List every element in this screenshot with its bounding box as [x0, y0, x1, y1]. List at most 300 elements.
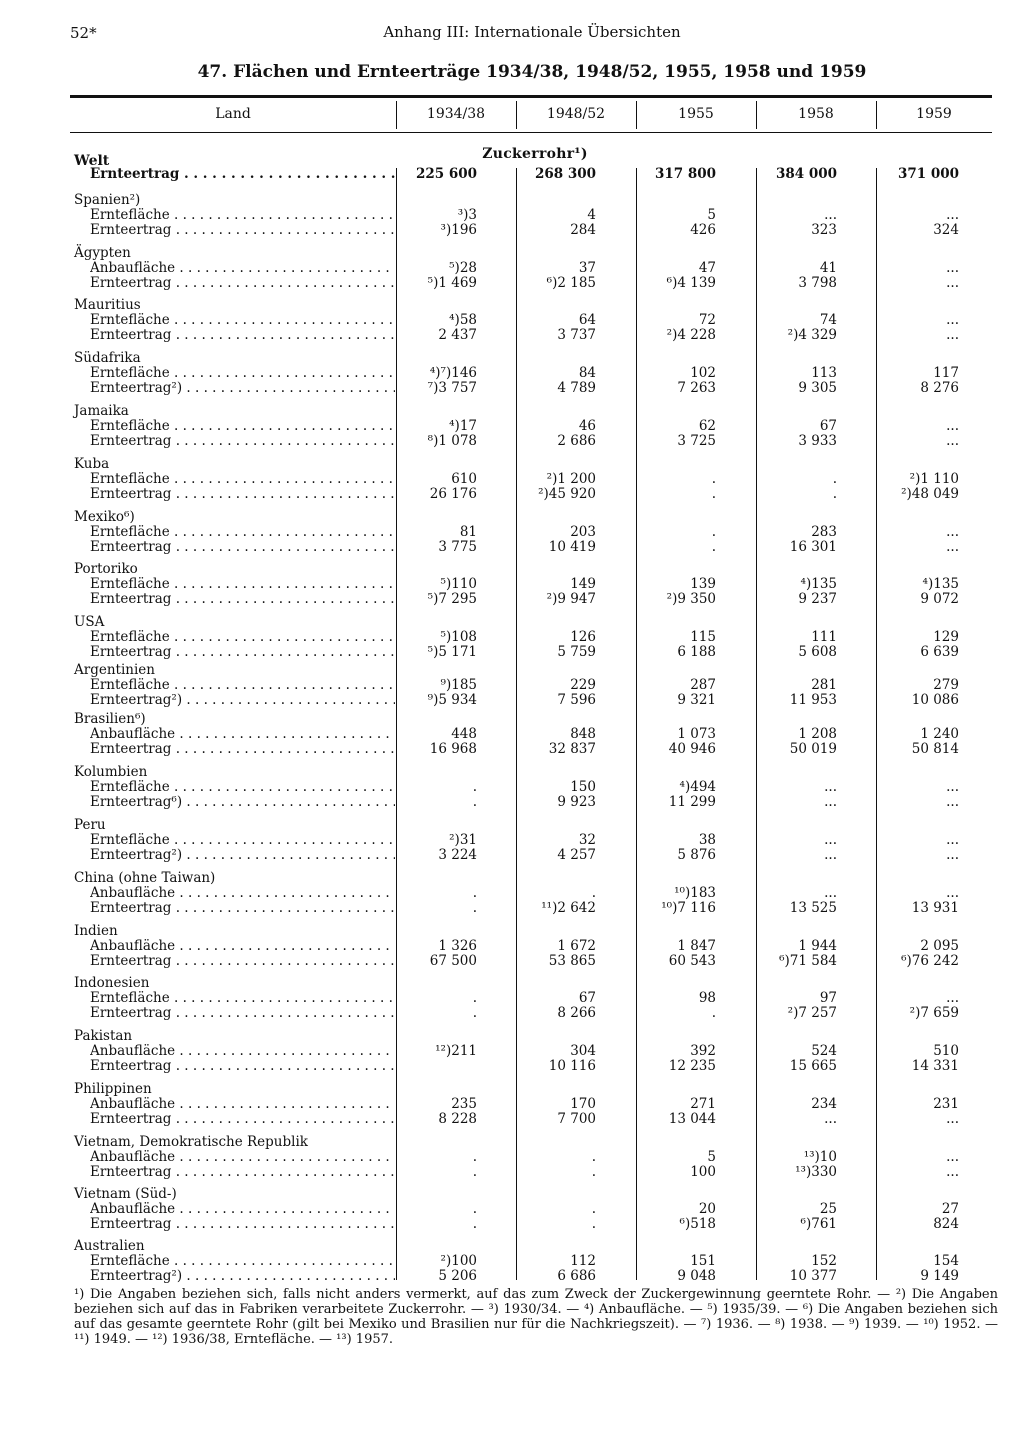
- table-cell: 610: [451, 471, 477, 487]
- table-row: [74, 208, 974, 223]
- table-cell: 235: [451, 1096, 477, 1112]
- table-cell: ⁶)4 139: [666, 275, 716, 291]
- table-cell: 149: [570, 576, 596, 592]
- header-divider: [516, 101, 517, 129]
- table-cell: 15 665: [789, 1058, 837, 1074]
- table-cell: 7 700: [557, 1111, 596, 1127]
- table-cell: 234: [811, 1096, 837, 1112]
- header-divider: [636, 101, 637, 129]
- table-cell: 11 953: [789, 692, 837, 708]
- row-label: Erntefläche . . .: [90, 678, 395, 693]
- table-row: [74, 434, 974, 449]
- table-cell: ¹³)10: [803, 1149, 837, 1165]
- table-cell: ⁴)58: [449, 312, 477, 328]
- table-top-rule: [70, 95, 992, 98]
- table-cell: 72: [698, 312, 716, 328]
- table-cell: ⁴)⁷)146: [429, 365, 477, 381]
- table-cell: ¹⁰)7 116: [661, 900, 716, 916]
- table-cell: 81: [459, 524, 477, 540]
- table-row: [74, 167, 974, 182]
- table-cell: ⁵)28: [449, 260, 477, 276]
- table-cell: 1 240: [920, 726, 959, 742]
- table-cell: 8 266: [557, 1005, 596, 1021]
- table-cell: .: [711, 486, 716, 502]
- column-header-1955: 1955: [678, 106, 714, 122]
- row-label: Ernteertrag . . .: [90, 540, 395, 555]
- table-cell: ...: [946, 275, 959, 291]
- table-cell: 848: [570, 726, 596, 742]
- table-cell: 6 188: [677, 644, 716, 660]
- table-row: [74, 487, 974, 502]
- table-cell: 1 208: [798, 726, 837, 742]
- table-cell: 151: [690, 1253, 716, 1269]
- table-cell: 64: [578, 312, 596, 328]
- table-cell: 112: [570, 1253, 596, 1269]
- table-cell: 27: [941, 1201, 959, 1217]
- row-label: Ernteertrag . . .: [90, 1006, 395, 1021]
- table-cell: .: [711, 1005, 716, 1021]
- table-cell: ⁹)5 934: [427, 692, 477, 708]
- row-label: Erntefläche . . .: [90, 577, 395, 592]
- table-cell: 170: [570, 1096, 596, 1112]
- country-name: Indonesien: [74, 975, 150, 991]
- table-cell: ²)9 947: [546, 591, 596, 607]
- table-row: [74, 381, 974, 396]
- table-cell: ²)1 200: [546, 471, 596, 487]
- row-label: Erntefläche . . .: [90, 780, 395, 795]
- table-row: [74, 525, 974, 540]
- table-cell: 225 600: [415, 166, 477, 182]
- table-cell: 279: [933, 677, 959, 693]
- table-cell: 448: [451, 726, 477, 742]
- table-title: 47. Flächen und Ernteerträge 1934/38, 1948/52, 1955, 1958 und 1959: [197, 62, 867, 82]
- row-label: Anbaufläche . . .: [90, 727, 395, 742]
- table-cell: ...: [946, 885, 959, 901]
- column-header-1958: 1958: [798, 106, 834, 122]
- country-name: Peru: [74, 817, 106, 833]
- table-cell: .: [591, 1164, 596, 1180]
- table-cell: 392: [690, 1043, 716, 1059]
- table-cell: 74: [819, 312, 837, 328]
- table-cell: 10 377: [789, 1268, 837, 1284]
- table-cell: .: [472, 1164, 477, 1180]
- table-row: [74, 1006, 974, 1021]
- column-header-1934-38: 1934/38: [426, 106, 486, 122]
- table-cell: 5: [707, 1149, 716, 1165]
- table-row: [74, 991, 974, 1006]
- table-row: [74, 328, 974, 343]
- table-cell: ⁵)7 295: [427, 591, 477, 607]
- table-cell: ²)7 257: [787, 1005, 837, 1021]
- table-cell: 38: [698, 832, 716, 848]
- row-label: Ernteertrag . . .: [90, 742, 395, 757]
- table-cell: 2 095: [920, 938, 959, 954]
- table-cell: 25: [819, 1201, 837, 1217]
- table-cell: 67 500: [429, 953, 477, 969]
- table-row: [74, 1202, 974, 1217]
- table-cell: 102: [690, 365, 716, 381]
- row-label: Erntefläche . . .: [90, 991, 395, 1006]
- table-cell: 10 419: [548, 539, 596, 555]
- table-cell: ²)48 049: [901, 486, 959, 502]
- table-cell: ...: [946, 794, 959, 810]
- table-cell: ...: [946, 327, 959, 343]
- table-cell: 14 331: [911, 1058, 959, 1074]
- table-cell: ...: [946, 260, 959, 276]
- table-row: [74, 780, 974, 795]
- table-cell: 426: [690, 222, 716, 238]
- table-cell: ...: [946, 779, 959, 795]
- table-cell: ...: [946, 1164, 959, 1180]
- table-cell: ¹⁰)183: [674, 885, 716, 901]
- table-row: [74, 727, 974, 742]
- table-row: [74, 954, 974, 969]
- table-cell: ⁶)518: [679, 1216, 716, 1232]
- table-cell: .: [832, 486, 837, 502]
- table-cell: ...: [946, 847, 959, 863]
- table-cell: 9 048: [677, 1268, 716, 1284]
- row-label: Erntefläche . . .: [90, 525, 395, 540]
- row-label: Ernteertrag²) . . .: [90, 1269, 395, 1284]
- country-name: Brasilien⁶): [74, 711, 146, 727]
- table-cell: 3 737: [557, 327, 596, 343]
- country-name: Indien: [74, 923, 118, 939]
- table-cell: ³)196: [440, 222, 477, 238]
- table-cell: 47: [698, 260, 716, 276]
- row-label: Ernteertrag . . .: [90, 434, 395, 449]
- page-number: 52*: [70, 24, 97, 42]
- table-cell: .: [591, 1201, 596, 1217]
- table-row: [74, 742, 974, 757]
- table-cell: 10 086: [911, 692, 959, 708]
- row-label: Ernteertrag . . .: [90, 1059, 395, 1074]
- table-cell: 271: [690, 1096, 716, 1112]
- table-row: [74, 223, 974, 238]
- table-cell: 231: [933, 1096, 959, 1112]
- table-cell: 41: [819, 260, 837, 276]
- table-cell: 11 299: [668, 794, 716, 810]
- table-cell: 84: [578, 365, 596, 381]
- table-cell: 98: [698, 990, 716, 1006]
- table-row: [74, 901, 974, 916]
- table-cell: 510: [933, 1043, 959, 1059]
- table-cell: 40 946: [668, 741, 716, 757]
- table-cell: 281: [811, 677, 837, 693]
- table-cell: ...: [824, 832, 837, 848]
- country-name: Jamaika: [74, 403, 129, 419]
- table-cell: ...: [946, 539, 959, 555]
- country-name: Argentinien: [74, 662, 155, 678]
- table-cell: 1 073: [677, 726, 716, 742]
- table-cell: 111: [811, 629, 837, 645]
- table-cell: .: [472, 1201, 477, 1217]
- table-cell: 3 775: [438, 539, 477, 555]
- table-cell: ⁵)1 469: [427, 275, 477, 291]
- table-cell: 126: [570, 629, 596, 645]
- country-name: Vietnam (Süd-): [74, 1186, 177, 1202]
- running-header: Anhang III: Internationale Übersichten: [383, 23, 681, 41]
- table-cell: ²)9 350: [666, 591, 716, 607]
- table-cell: 12 235: [668, 1058, 716, 1074]
- section-title: Zuckerrohr¹): [482, 146, 588, 162]
- row-label: Ernteertrag . . .: [90, 901, 395, 916]
- row-label: Ernteertrag . . .: [90, 1112, 395, 1127]
- table-cell: 8 276: [920, 380, 959, 396]
- table-cell: .: [472, 1005, 477, 1021]
- table-cell: 50 019: [789, 741, 837, 757]
- row-label: Anbaufläche . . .: [90, 1097, 395, 1112]
- table-cell: ¹¹)2 642: [541, 900, 596, 916]
- table-row: [74, 1217, 974, 1232]
- table-row: [74, 1150, 974, 1165]
- row-label: Erntefläche . . .: [90, 366, 395, 381]
- table-cell: 824: [933, 1216, 959, 1232]
- table-row: [74, 313, 974, 328]
- table-cell: ...: [824, 847, 837, 863]
- table-cell: 4 257: [557, 847, 596, 863]
- country-name: Südafrika: [74, 350, 141, 366]
- table-cell: 324: [933, 222, 959, 238]
- table-cell: 9 237: [798, 591, 837, 607]
- table-cell: 8 228: [438, 1111, 477, 1127]
- row-label: Anbaufläche . . .: [90, 1044, 395, 1059]
- table-cell: 67: [578, 990, 596, 1006]
- table-cell: ...: [824, 779, 837, 795]
- table-row: [74, 577, 974, 592]
- table-row: [74, 833, 974, 848]
- table-cell: ⁵)5 171: [427, 644, 477, 660]
- table-row: [74, 630, 974, 645]
- table-cell: 50 814: [911, 741, 959, 757]
- table-cell: .: [472, 900, 477, 916]
- country-name: Kuba: [74, 456, 110, 472]
- table-cell: 9 149: [920, 1268, 959, 1284]
- row-label: Ernteertrag²) . . .: [90, 848, 395, 863]
- column-header-1959: 1959: [916, 106, 952, 122]
- table-cell: 5 608: [798, 644, 837, 660]
- table-cell: ⁴)135: [800, 576, 837, 592]
- table-cell: ¹³)330: [795, 1164, 837, 1180]
- table-row: [74, 1059, 974, 1074]
- table-cell: 6 639: [920, 644, 959, 660]
- country-name: Kolumbien: [74, 764, 148, 780]
- table-cell: .: [472, 779, 477, 795]
- header-bottom-rule: [70, 132, 992, 133]
- table-cell: ²)31: [449, 832, 477, 848]
- table-row: [74, 1165, 974, 1180]
- table-cell: 37: [578, 260, 596, 276]
- table-cell: 268 300: [534, 166, 596, 182]
- country-name: Philippinen: [74, 1081, 152, 1097]
- table-cell: ⁵)110: [440, 576, 477, 592]
- row-label: Anbaufläche . . .: [90, 261, 395, 276]
- table-row: [74, 592, 974, 607]
- country-name: Ägypten: [74, 245, 131, 261]
- column-header-1948-52: 1948/52: [546, 106, 606, 122]
- country-name: Mauritius: [74, 297, 141, 313]
- table-cell: 117: [933, 365, 959, 381]
- table-cell: 4 789: [557, 380, 596, 396]
- table-cell: ...: [946, 1149, 959, 1165]
- table-cell: 524: [811, 1043, 837, 1059]
- table-cell: 4: [587, 207, 596, 223]
- country-name: Vietnam, Demokratische Republik: [74, 1134, 308, 1150]
- table-cell: 16 968: [429, 741, 477, 757]
- table-cell: 115: [690, 629, 716, 645]
- table-cell: 1 326: [438, 938, 477, 954]
- table-cell: 7 263: [677, 380, 716, 396]
- table-row: [74, 848, 974, 863]
- table-cell: ¹²)211: [435, 1043, 477, 1059]
- table-row: [74, 1097, 974, 1112]
- table-row: [74, 540, 974, 555]
- table-row: [74, 261, 974, 276]
- table-cell: 9 923: [557, 794, 596, 810]
- table-cell: .: [711, 471, 716, 487]
- table-row: [74, 939, 974, 954]
- table-cell: 100: [690, 1164, 716, 1180]
- table-cell: 13 525: [789, 900, 837, 916]
- table-cell: ⁸)1 078: [427, 433, 477, 449]
- table-cell: ⁶)2 185: [546, 275, 596, 291]
- table-cell: ...: [946, 1111, 959, 1127]
- table-cell: 6 686: [557, 1268, 596, 1284]
- country-name: Mexiko⁶): [74, 509, 135, 525]
- table-cell: 129: [933, 629, 959, 645]
- table-cell: ⁴)135: [922, 576, 959, 592]
- table-row: [74, 276, 974, 291]
- table-row: [74, 1269, 974, 1284]
- table-row: [74, 366, 974, 381]
- table-cell: .: [711, 524, 716, 540]
- table-cell: 5: [707, 207, 716, 223]
- table-cell: 1 672: [557, 938, 596, 954]
- header-divider: [756, 101, 757, 129]
- table-cell: 60 543: [668, 953, 716, 969]
- table-cell: 371 000: [897, 166, 959, 182]
- table-cell: ...: [824, 885, 837, 901]
- row-label: Anbaufläche . . .: [90, 886, 395, 901]
- country-name: Australien: [74, 1238, 145, 1254]
- table-cell: ²)4 228: [666, 327, 716, 343]
- table-cell: ²)4 329: [787, 327, 837, 343]
- table-cell: ⁹)185: [440, 677, 477, 693]
- row-label: Erntefläche . . .: [90, 630, 395, 645]
- table-row: [74, 886, 974, 901]
- row-label: Ernteertrag . . .: [90, 487, 395, 502]
- table-cell: ...: [824, 794, 837, 810]
- table-cell: ²)7 659: [909, 1005, 959, 1021]
- table-cell: .: [711, 539, 716, 555]
- table-row: [74, 419, 974, 434]
- table-cell: 62: [698, 418, 716, 434]
- row-label: Erntefläche . . .: [90, 419, 395, 434]
- table-cell: 20: [698, 1201, 716, 1217]
- table-cell: 287: [690, 677, 716, 693]
- table-cell: 2 686: [557, 433, 596, 449]
- table-cell: 3 224: [438, 847, 477, 863]
- table-cell: ⁷)3 757: [427, 380, 477, 396]
- table-row: [74, 795, 974, 810]
- table-cell: 32: [578, 832, 596, 848]
- table-cell: 304: [570, 1043, 596, 1059]
- table-cell: 13 044: [668, 1111, 716, 1127]
- row-label: Anbaufläche . . .: [90, 1150, 395, 1165]
- table-cell: 9 072: [920, 591, 959, 607]
- table-cell: 97: [819, 990, 837, 1006]
- row-label: Ernteertrag . . .: [90, 328, 395, 343]
- table-cell: ⁴)494: [679, 779, 716, 795]
- table-cell: ⁶)76 242: [901, 953, 959, 969]
- table-cell: ⁵)108: [440, 629, 477, 645]
- table-cell: 1 847: [677, 938, 716, 954]
- table-cell: 317 800: [654, 166, 716, 182]
- table-cell: 113: [811, 365, 837, 381]
- row-label: Erntefläche . . .: [90, 1254, 395, 1269]
- table-cell: 139: [690, 576, 716, 592]
- table-cell: .: [591, 885, 596, 901]
- country-name: China (ohne Taiwan): [74, 870, 216, 886]
- country-name: USA: [74, 614, 105, 630]
- table-cell: 9 321: [677, 692, 716, 708]
- table-cell: 3 798: [798, 275, 837, 291]
- table-cell: 203: [570, 524, 596, 540]
- row-label: Anbaufläche . . .: [90, 939, 395, 954]
- table-cell: ...: [946, 207, 959, 223]
- table-cell: 150: [570, 779, 596, 795]
- table-cell: 323: [811, 222, 837, 238]
- table-row: [74, 645, 974, 660]
- header-divider: [396, 101, 397, 129]
- row-label: Ernteertrag . . .: [90, 1217, 395, 1232]
- table-cell: ...: [946, 433, 959, 449]
- row-label: Ernteertrag . . .: [90, 954, 395, 969]
- column-header-land: Land: [215, 106, 251, 122]
- table-cell: ...: [946, 418, 959, 434]
- table-cell: .: [591, 1216, 596, 1232]
- table-cell: ...: [824, 207, 837, 223]
- table-cell: ³)3: [457, 207, 477, 223]
- row-label: Anbaufläche . . .: [90, 1202, 395, 1217]
- world-label: Welt: [74, 153, 110, 169]
- country-name: Portoriko: [74, 561, 138, 577]
- table-cell: ⁶)71 584: [779, 953, 837, 969]
- table-cell: .: [472, 794, 477, 810]
- table-row: [74, 472, 974, 487]
- table-cell: 13 931: [911, 900, 959, 916]
- table-cell: 26 176: [429, 486, 477, 502]
- table-cell: 5 206: [438, 1268, 477, 1284]
- row-label: Erntefläche . . .: [90, 208, 395, 223]
- table-cell: ...: [824, 1111, 837, 1127]
- row-label: Ernteertrag . . .: [90, 645, 395, 660]
- row-label: Erntefläche . . .: [90, 833, 395, 848]
- table-cell: ²)45 920: [538, 486, 596, 502]
- table-cell: 3 933: [798, 433, 837, 449]
- table-cell: 53 865: [548, 953, 596, 969]
- country-name: Pakistan: [74, 1028, 133, 1044]
- table-cell: 284: [570, 222, 596, 238]
- table-cell: 229: [570, 677, 596, 693]
- table-cell: 384 000: [775, 166, 837, 182]
- table-cell: 16 301: [789, 539, 837, 555]
- table-cell: ...: [946, 312, 959, 328]
- table-cell: 5 876: [677, 847, 716, 863]
- row-label: Erntefläche . . .: [90, 472, 395, 487]
- row-label: Erntefläche . . .: [90, 313, 395, 328]
- table-cell: 46: [578, 418, 596, 434]
- table-cell: 32 837: [548, 741, 596, 757]
